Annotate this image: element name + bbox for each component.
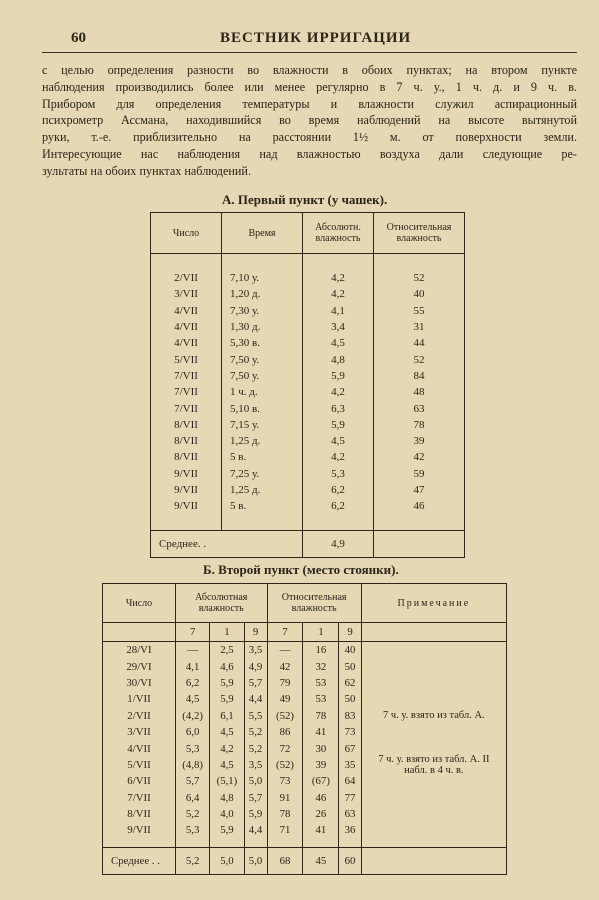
table-cell: 4,2	[303, 286, 374, 302]
table-row	[103, 675, 507, 691]
table-cell: 4,8	[210, 790, 244, 806]
column-header: Примечание	[361, 584, 506, 623]
table-cell: 64	[339, 773, 361, 789]
table-cell: 4,2	[303, 270, 374, 286]
average-value: 5,0	[210, 847, 244, 874]
table-cell: 77	[339, 790, 361, 806]
table-cell: 4,5	[210, 757, 244, 773]
table-cell: 39	[303, 757, 339, 773]
table-cell: 4,4	[244, 691, 267, 707]
average-label: Среднее. .	[151, 531, 303, 558]
table-row	[103, 642, 507, 659]
table-cell: 1,25 д.	[222, 482, 303, 498]
paragraph-line: Интересующие нас наблюдения над влажностью воздуха дали следующие ре-	[42, 146, 577, 161]
column-header: Время	[222, 213, 303, 254]
table-cell: 7,25 у.	[222, 466, 303, 482]
paragraph-line: наблюдения производились более или менее регулярно в 7 ч. у., 1 ч. д. и 9 ч. в.	[42, 79, 577, 94]
column-header: Относительная влажность	[374, 213, 465, 254]
table-row	[151, 286, 465, 302]
table-cell: 6,0	[176, 724, 210, 740]
table-cell: 5,9	[210, 691, 244, 707]
table-cell: 26	[303, 806, 339, 822]
table-cell: 67	[339, 740, 361, 756]
table-cell: 4,5	[303, 433, 374, 449]
table-cell: (67)	[303, 773, 339, 789]
table-cell: 5,9	[244, 806, 267, 822]
table-cell: 3,4	[303, 319, 374, 335]
table-cell: 3,5	[244, 757, 267, 773]
table-cell: 53	[303, 691, 339, 707]
table-cell: 41	[303, 724, 339, 740]
table-cell: 84	[413, 369, 425, 382]
average-value: 45	[303, 847, 339, 874]
table-cell: 30	[303, 740, 339, 756]
average-value: 60	[339, 847, 361, 874]
table-cell: 40	[413, 288, 425, 301]
subheader-cell: 7	[267, 623, 303, 642]
table-cell: 50	[339, 691, 361, 707]
table-cell: 5,7	[176, 773, 210, 789]
table-cell: 5,3	[176, 822, 210, 838]
table-cell: 5,3	[176, 740, 210, 756]
table-row	[151, 303, 465, 319]
table-row	[151, 433, 465, 449]
table-row	[151, 466, 465, 482]
table-cell: (5,1)	[210, 773, 244, 789]
table-cell: 62	[339, 675, 361, 691]
table-cell: 6,3	[303, 400, 374, 416]
table-cell: 5 в.	[222, 449, 303, 465]
table-cell: 1 ч. д.	[222, 384, 303, 400]
table-cell: 73	[339, 724, 361, 740]
table-cell: 5,9	[303, 417, 374, 433]
table-cell: 78	[413, 418, 425, 431]
table-cell: 4/VII	[103, 740, 176, 756]
table-cell: 3/VII	[151, 286, 222, 302]
table-cell: 6,2	[303, 498, 374, 514]
paragraph-line: руки, т.-е. приблизительно на расстоянии 1½ м. от поверхности земли.	[42, 130, 577, 145]
table-row	[103, 740, 507, 756]
table-cell: 1,25 д.	[222, 433, 303, 449]
table-cell: 63	[413, 402, 425, 415]
table-cell: 83	[339, 708, 361, 724]
table-cell: 5,9	[303, 368, 374, 384]
average-row	[151, 531, 465, 558]
table-row	[151, 270, 465, 286]
table-cell: 16	[303, 642, 339, 659]
table-cell: 46	[413, 500, 425, 513]
table-cell: 4,5	[176, 691, 210, 707]
subheader-cell: 7	[176, 623, 210, 642]
table-cell: 9/VII	[103, 822, 176, 838]
average-value: 4,9	[303, 531, 374, 558]
table-cell: 4,2	[210, 740, 244, 756]
table-row	[151, 417, 465, 433]
table-row	[151, 482, 465, 498]
paragraph-line: психрометр Ассмана, находившийся во время наблюдений на высоте вытянутой	[42, 113, 577, 128]
table-cell: 4,2	[303, 449, 374, 465]
table-cell: 7,10 у.	[222, 270, 303, 286]
table-cell: 5,9	[210, 822, 244, 838]
table-cell: 52	[413, 353, 425, 366]
column-header: Число	[103, 584, 176, 623]
table-row	[103, 822, 507, 838]
table-cell: 4,5	[210, 724, 244, 740]
header-rule	[42, 52, 577, 53]
table-cell: 8/VII	[151, 417, 222, 433]
average-row	[103, 847, 507, 874]
table-cell: 42	[267, 658, 303, 674]
table-cell: 4/VII	[151, 303, 222, 319]
table-cell: 8/VII	[151, 433, 222, 449]
table-cell: 7,50 у.	[222, 351, 303, 367]
page-number: 60	[71, 30, 86, 46]
table-cell: 30/VI	[103, 675, 176, 691]
subheader-cell: 9	[339, 623, 361, 642]
table-cell: 4/VII	[151, 335, 222, 351]
table-cell: (52)	[267, 757, 303, 773]
table-cell: (4,2)	[176, 708, 210, 724]
table-cell: 2/VII	[103, 708, 176, 724]
column-header: Относительная влажность	[267, 584, 361, 623]
table-cell: 6,2	[176, 675, 210, 691]
table-cell: 28/VI	[103, 642, 176, 659]
table-cell: 29/VI	[103, 658, 176, 674]
table-cell: (4,8)	[176, 757, 210, 773]
table-cell: 86	[267, 724, 303, 740]
table-cell: 7,30 у.	[222, 303, 303, 319]
table-row	[151, 400, 465, 416]
table-cell: 72	[267, 740, 303, 756]
table-b	[102, 583, 507, 875]
table-cell: 8/VII	[103, 806, 176, 822]
table-cell: 5 в.	[222, 498, 303, 514]
table-cell: 9/VII	[151, 482, 222, 498]
table-cell: 1,30 д.	[222, 319, 303, 335]
table-cell: 3,5	[244, 642, 267, 659]
table-cell: 4,5	[303, 335, 374, 351]
subheader-cell: 9	[244, 623, 267, 642]
table-cell: 5/VII	[103, 757, 176, 773]
table-cell: 7,50 у.	[222, 368, 303, 384]
table-cell: 79	[267, 675, 303, 691]
table-cell: 5,7	[244, 790, 267, 806]
table-cell: 6/VII	[103, 773, 176, 789]
table-cell: 4/VII	[151, 319, 222, 335]
table-row	[103, 806, 507, 822]
table-cell: 78	[303, 708, 339, 724]
table-row	[151, 368, 465, 384]
column-header: Абсолютная влажность	[176, 584, 268, 623]
table-cell: 42	[413, 451, 425, 464]
table-cell: 8/VII	[151, 449, 222, 465]
table-cell: 40	[339, 642, 361, 659]
table-cell: (52)	[267, 708, 303, 724]
table-cell: 4,1	[176, 658, 210, 674]
paragraph-line: зультаты на обоих пунктах наблюдений.	[42, 163, 251, 178]
table-cell: 9/VII	[151, 498, 222, 514]
table-cell: 9/VII	[151, 466, 222, 482]
table-cell: 6,4	[176, 790, 210, 806]
table-cell: —	[267, 642, 303, 659]
table-cell: 4,2	[303, 384, 374, 400]
table-cell: 1/VII	[103, 691, 176, 707]
average-value: 68	[267, 847, 303, 874]
table-cell: 5,0	[244, 773, 267, 789]
table-cell: 50	[339, 658, 361, 674]
table-cell: 7/VII	[151, 400, 222, 416]
journal-title: ВЕСТНИК ИРРИГАЦИИ	[220, 30, 412, 46]
table-cell: 3/VII	[103, 724, 176, 740]
table-cell: 7/VII	[103, 790, 176, 806]
table-cell: 5,10 в.	[222, 400, 303, 416]
average-value: 5,2	[176, 847, 210, 874]
table-cell: 5,2	[244, 740, 267, 756]
table-a-caption: А. Первый пункт (у чашек).	[222, 192, 388, 207]
average-label: Среднее . .	[103, 847, 176, 874]
table-cell: 31	[413, 321, 425, 334]
table-cell: 32	[303, 658, 339, 674]
table-cell: 55	[413, 304, 425, 317]
table-row	[151, 335, 465, 351]
table-cell: 46	[303, 790, 339, 806]
table-cell: 4,9	[244, 658, 267, 674]
table-row	[151, 498, 465, 514]
table-cell: 35	[339, 757, 361, 773]
table-cell: 44	[413, 337, 425, 350]
subheader-cell: 1	[210, 623, 244, 642]
table-cell: 63	[339, 806, 361, 822]
note-cell: 7 ч. у. взято из табл. А. II набл. в 4 ч. в.	[378, 753, 490, 776]
paragraph-line: с целью определения разности во влажности в обоих пунктах; на втором пункте	[42, 63, 577, 77]
table-cell: 48	[413, 386, 425, 399]
average-value: 5,0	[244, 847, 267, 874]
table-cell: 5,9	[210, 675, 244, 691]
table-cell: 5,7	[244, 675, 267, 691]
paragraph-line: Прибором для определения температуры и влажности служил аспирационный	[42, 96, 577, 111]
table-cell: —	[176, 642, 210, 659]
table-cell: 53	[303, 675, 339, 691]
body-paragraph	[42, 62, 577, 180]
table-a	[150, 212, 465, 558]
table-cell: 5,2	[244, 724, 267, 740]
table-row	[103, 790, 507, 806]
table-cell: 4,6	[210, 658, 244, 674]
table-cell: 78	[267, 806, 303, 822]
table-cell: 2,5	[210, 642, 244, 659]
table-cell: 5,2	[176, 806, 210, 822]
table-cell: 4,1	[303, 303, 374, 319]
table-row	[151, 319, 465, 335]
table-cell: 7/VII	[151, 368, 222, 384]
table-b-caption: Б. Второй пункт (место стоянки).	[203, 562, 399, 577]
table-cell: 59	[413, 467, 425, 480]
table-cell: 5,5	[244, 708, 267, 724]
note-cell: 7 ч. у. взято из табл. А.	[383, 710, 485, 722]
table-cell: 73	[267, 773, 303, 789]
table-cell: 1,20 д.	[222, 286, 303, 302]
table-cell: 5,30 в.	[222, 335, 303, 351]
table-cell: 71	[267, 822, 303, 838]
table-cell: 7,15 у.	[222, 417, 303, 433]
table-cell: 5,3	[303, 466, 374, 482]
table-cell: 49	[267, 691, 303, 707]
table-cell: 39	[413, 435, 425, 448]
table-cell: 4,0	[210, 806, 244, 822]
table-row	[151, 449, 465, 465]
table-cell: 36	[339, 822, 361, 838]
table-cell: 4,4	[244, 822, 267, 838]
subheader-cell: 1	[303, 623, 339, 642]
table-row	[103, 658, 507, 674]
column-header: Абсолютн. влажность	[303, 213, 374, 254]
table-cell: 6,2	[303, 482, 374, 498]
table-cell: 5/VII	[151, 351, 222, 367]
table-cell: 41	[303, 822, 339, 838]
table-row	[103, 691, 507, 707]
table-cell: 7/VII	[151, 384, 222, 400]
table-cell: 91	[267, 790, 303, 806]
table-cell: 47	[413, 484, 425, 496]
table-cell: 52	[413, 272, 425, 285]
table-cell: 6,1	[210, 708, 244, 724]
table-row	[151, 351, 465, 367]
table-row	[151, 384, 465, 400]
table-cell: 4,8	[303, 351, 374, 367]
table-cell: 2/VII	[151, 270, 222, 286]
column-header: Число	[151, 213, 222, 254]
